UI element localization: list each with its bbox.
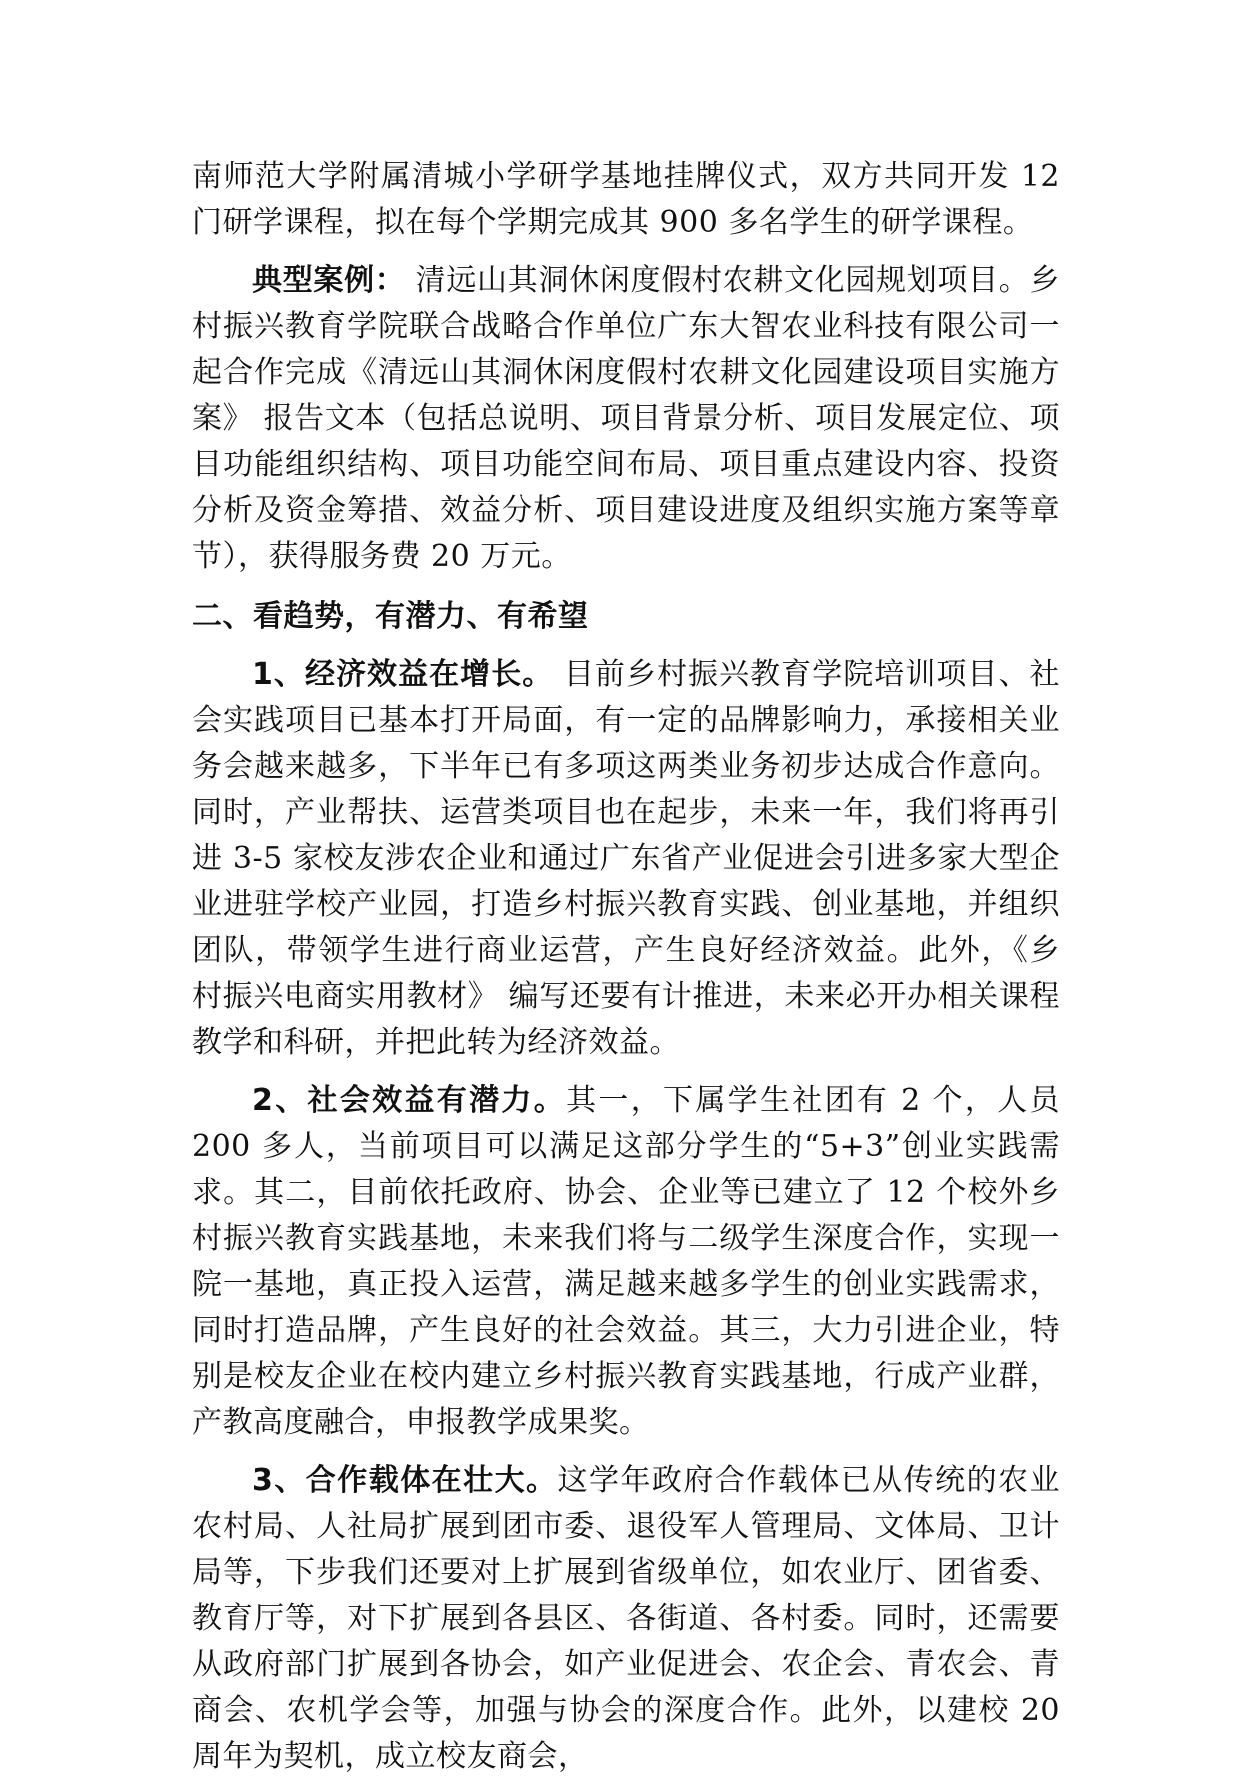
point3-paragraph bbox=[192, 1458, 1060, 1780]
point2-text: 其一，下属学生社团有 2 个，人员 200 多人，当前项目可以满足这部分学生的“5+3”创业实践需求。其二，目前依托政府、协会、企业等已建立了 12 个校外乡村振兴教育实践基地，未来我们将与二级学生深度合作，实现一院一基地，真正投入运营，满足越来越多学生的创业实践需求，同时打造品牌，产生良好的社会效益。其三，大力引进企业，特别是校友企业在校内建立乡村振兴教育实践基地，行成产业群，产教高度融合，申报教学成果奖。 bbox=[192, 1083, 1060, 1440]
point1-paragraph bbox=[192, 652, 1060, 1066]
section-heading: 二、看趋势，有潜力、有希望 bbox=[192, 599, 589, 634]
point2-paragraph bbox=[192, 1078, 1060, 1446]
case-lead: 典型案例： bbox=[252, 263, 406, 298]
point3-lead: 3、合作载体在壮大。 bbox=[252, 1463, 558, 1498]
case-text: 清远山其洞休闲度假村农耕文化园规划项目。乡村振兴教育学院联合战略合作单位广东大智农业科技有限公司一起合作完成《清远山其洞休闲度假村农耕文化园建设项目实施方案》 报告文本（包括总说明、项目背景分析、项目发展定位、项目功能组织结构、项目功能空间布局、项目重点建设内容、投资分析及资金筹措、效益分析、项目建设进度及组织实施方案等章节），获得服务费 20 万元。 bbox=[192, 263, 1060, 574]
case-paragraph bbox=[192, 258, 1060, 580]
intro-paragraph: 南师范大学附属清城小学研学基地挂牌仪式，双方共同开发 12 门研学课程，拟在每个学期完成其 900 多名学生的研学课程。 bbox=[192, 159, 1060, 240]
document-page bbox=[192, 154, 1060, 1780]
point1-lead: 1、经济效益在增长。 bbox=[252, 657, 554, 692]
point3-text: 这学年政府合作载体已从传统的农业农村局、人社局扩展到团市委、退役军人管理局、文体局、卫计局等，下步我们还要对上扩展到省级单位，如农业厅、团省委、教育厅等，对下扩展到各县区、各街道、各村委。同时，还需要从政府部门扩展到各协会，如产业促进会、农企会、青农会、青商会、农机学会等，加强与协会的深度合作。此外，以建校 20 周年为契机，成立校友商会， bbox=[192, 1463, 1061, 1774]
point1-text: 目前乡村振兴教育学院培训项目、社会实践项目已基本打开局面，有一定的品牌影响力，承接相关业务会越来越多，下半年已有多项这两类业务初步达成合作意向。同时，产业帮扶、运营类项目也在起步，未来一年，我们将再引进 3-5 家校友涉农企业和通过广东省产业促进会引进多家大型企业进驻学校产业园，打造乡村振兴教育实践、创业基地，并组织团队，带领学生进行商业运营，产生良好经济效益。此外，《乡村振兴电商实用教材》 编写还要有计推进，未来必开办相关课程教学和科研，并把此转为经济效益。 bbox=[192, 657, 1060, 1060]
point2-lead: 2、社会效益有潜力。 bbox=[252, 1083, 567, 1118]
